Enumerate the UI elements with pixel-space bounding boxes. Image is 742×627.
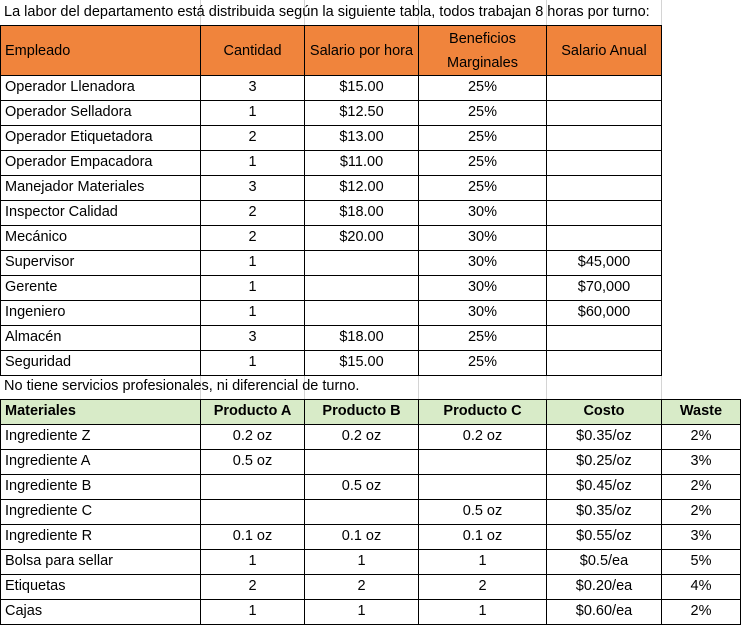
table-cell[interactable]: 3%	[662, 450, 741, 475]
row-label-cell[interactable]: Operador Llenadora	[1, 76, 201, 101]
labor-row	[1, 251, 662, 276]
table-cell[interactable]	[305, 450, 419, 475]
labor-row	[1, 301, 662, 326]
header-cell[interactable]: Producto A	[201, 400, 305, 425]
table-cell[interactable]: 1	[201, 251, 305, 276]
note-text: No tiene servicios profesionales, ni diferencial de turno.	[4, 378, 360, 394]
materials-row	[1, 600, 741, 625]
table-cell[interactable]: 0.5 oz	[305, 475, 419, 500]
table-cell[interactable]: 2%	[662, 600, 741, 625]
labor-row	[1, 326, 662, 351]
header-cell[interactable]: Producto C	[419, 400, 547, 425]
labor-row	[1, 176, 662, 201]
table-cell[interactable]: $45,000	[547, 251, 662, 276]
header-cell[interactable]: Salario Anual	[547, 26, 662, 76]
table-cell[interactable]: 30%	[419, 276, 547, 301]
materials-row	[1, 500, 741, 525]
table-cell[interactable]: $11.00	[305, 151, 419, 176]
row-label-cell[interactable]: Supervisor	[1, 251, 201, 276]
row-label-cell[interactable]: Ingrediente C	[1, 500, 201, 525]
table-cell[interactable]: 0.1 oz	[201, 525, 305, 550]
table-cell[interactable]: $0.35/oz	[547, 425, 662, 450]
table-cell[interactable]: $15.00	[305, 351, 419, 376]
row-label-cell[interactable]: Ingrediente R	[1, 525, 201, 550]
header-cell[interactable]: Salario por hora	[305, 26, 419, 76]
table-cell[interactable]	[419, 475, 547, 500]
table-cell[interactable]: 1	[419, 600, 547, 625]
row-label-cell[interactable]: Ingeniero	[1, 301, 201, 326]
table-cell[interactable]	[305, 251, 419, 276]
table-cell[interactable]: $18.00	[305, 326, 419, 351]
table-cell[interactable]: 30%	[419, 201, 547, 226]
header-cell[interactable]: Producto B	[305, 400, 419, 425]
table-cell[interactable]	[547, 351, 662, 376]
table-cell[interactable]: 0.2 oz	[419, 425, 547, 450]
table-cell[interactable]	[547, 76, 662, 101]
header-cell[interactable]: Cantidad	[201, 26, 305, 76]
table-cell[interactable]: 25%	[419, 176, 547, 201]
row-label-cell[interactable]: Operador Etiquetadora	[1, 126, 201, 151]
table-cell[interactable]: 30%	[419, 251, 547, 276]
labor-header-row	[1, 26, 662, 76]
table-cell[interactable]	[547, 101, 662, 126]
labor-row	[1, 126, 662, 151]
row-label-cell[interactable]: Operador Empacadora	[1, 151, 201, 176]
table-cell[interactable]: 4%	[662, 575, 741, 600]
table-cell[interactable]: $0.55/oz	[547, 525, 662, 550]
table-cell[interactable]	[305, 276, 419, 301]
row-label-cell[interactable]: Etiquetas	[1, 575, 201, 600]
table-cell[interactable]: $70,000	[547, 276, 662, 301]
table-cell[interactable]: 25%	[419, 101, 547, 126]
table-cell[interactable]: 2	[419, 575, 547, 600]
table-cell[interactable]: $0.25/oz	[547, 450, 662, 475]
table-cell[interactable]: 5%	[662, 550, 741, 575]
labor-row	[1, 201, 662, 226]
table-cell[interactable]: 1	[201, 301, 305, 326]
table-cell[interactable]: 30%	[419, 301, 547, 326]
table-cell[interactable]: 30%	[419, 226, 547, 251]
materials-table	[0, 399, 741, 625]
table-cell[interactable]: 0.1 oz	[305, 525, 419, 550]
table-cell[interactable]: 25%	[419, 351, 547, 376]
row-label-cell[interactable]: Almacén	[1, 326, 201, 351]
table-cell[interactable]	[305, 301, 419, 326]
labor-row	[1, 151, 662, 176]
table-cell[interactable]: $20.00	[305, 226, 419, 251]
table-cell[interactable]: 2	[201, 226, 305, 251]
table-cell[interactable]: 0.1 oz	[419, 525, 547, 550]
header-cell[interactable]: Empleado	[1, 26, 201, 76]
table-cell[interactable]	[201, 500, 305, 525]
table-cell[interactable]: 1	[201, 351, 305, 376]
row-label-cell[interactable]: Ingrediente B	[1, 475, 201, 500]
table-cell[interactable]: 1	[201, 101, 305, 126]
table-cell[interactable]: 1	[305, 600, 419, 625]
table-cell[interactable]	[547, 326, 662, 351]
row-label-cell[interactable]: Seguridad	[1, 351, 201, 376]
intro-text: La labor del departamento está distribuida según la siguiente tabla, todos trabajan 8 horas por turno:	[4, 4, 650, 20]
labor-row	[1, 276, 662, 301]
table-cell[interactable]	[547, 201, 662, 226]
table-cell[interactable]	[201, 475, 305, 500]
table-cell[interactable]: $12.00	[305, 176, 419, 201]
row-label-cell[interactable]: Inspector Calidad	[1, 201, 201, 226]
row-label-cell[interactable]: Ingrediente Z	[1, 425, 201, 450]
table-cell[interactable]: $60,000	[547, 301, 662, 326]
labor-table	[0, 25, 662, 376]
row-label-cell[interactable]: Cajas	[1, 600, 201, 625]
labor-row	[1, 351, 662, 376]
row-label-cell[interactable]: Mecánico	[1, 226, 201, 251]
table-cell[interactable]: 2	[201, 126, 305, 151]
table-cell[interactable]: 1	[201, 550, 305, 575]
materials-row	[1, 550, 741, 575]
labor-row	[1, 226, 662, 251]
table-cell[interactable]: 25%	[419, 126, 547, 151]
materials-row	[1, 525, 741, 550]
table-cell[interactable]: 1	[305, 550, 419, 575]
table-cell[interactable]	[547, 151, 662, 176]
row-label-cell[interactable]: Bolsa para sellar	[1, 550, 201, 575]
row-label-cell[interactable]: Manejador Materiales	[1, 176, 201, 201]
table-cell[interactable]: 1	[419, 550, 547, 575]
table-cell[interactable]: 2%	[662, 425, 741, 450]
materials-row	[1, 475, 741, 500]
row-label-cell[interactable]: Gerente	[1, 276, 201, 301]
table-cell[interactable]: $0.35/oz	[547, 500, 662, 525]
table-cell[interactable]: 1	[201, 276, 305, 301]
table-cell[interactable]: 2	[201, 575, 305, 600]
table-cell[interactable]: 3%	[662, 525, 741, 550]
table-cell[interactable]: $18.00	[305, 201, 419, 226]
table-cell[interactable]: 3	[201, 76, 305, 101]
materials-row	[1, 450, 741, 475]
table-cell[interactable]: 0.5 oz	[201, 450, 305, 475]
header-cell[interactable]: Waste	[662, 400, 741, 425]
table-cell[interactable]: 1	[201, 600, 305, 625]
table-cell[interactable]	[547, 176, 662, 201]
table-cell[interactable]: $0.20/ea	[547, 575, 662, 600]
table-cell[interactable]: 25%	[419, 326, 547, 351]
materials-row	[1, 575, 741, 600]
table-cell[interactable]	[547, 226, 662, 251]
labor-row	[1, 101, 662, 126]
table-cell[interactable]: 0.2 oz	[201, 425, 305, 450]
table-cell[interactable]	[547, 126, 662, 151]
table-cell[interactable]: 2%	[662, 475, 741, 500]
row-label-cell[interactable]: Operador Selladora	[1, 101, 201, 126]
table-cell[interactable]: 3	[201, 326, 305, 351]
header-cell[interactable]: Materiales	[1, 400, 201, 425]
table-cell[interactable]: $13.00	[305, 126, 419, 151]
table-cell[interactable]: 0.2 oz	[305, 425, 419, 450]
table-cell[interactable]: $15.00	[305, 76, 419, 101]
table-cell[interactable]: $12.50	[305, 101, 419, 126]
table-cell[interactable]: 3	[201, 176, 305, 201]
header-cell[interactable]: Costo	[547, 400, 662, 425]
table-cell[interactable]: 2	[201, 201, 305, 226]
table-cell[interactable]: 25%	[419, 151, 547, 176]
labor-row	[1, 76, 662, 101]
table-cell[interactable]: 25%	[419, 76, 547, 101]
row-label-cell[interactable]: Ingrediente A	[1, 450, 201, 475]
table-cell[interactable]	[305, 500, 419, 525]
table-cell[interactable]: 0.5 oz	[419, 500, 547, 525]
table-cell[interactable]: $0.45/oz	[547, 475, 662, 500]
materials-row	[1, 425, 741, 450]
materials-header-row	[1, 400, 741, 425]
table-cell[interactable]: 2	[305, 575, 419, 600]
table-cell[interactable]	[419, 450, 547, 475]
table-cell[interactable]: $0.60/ea	[547, 600, 662, 625]
table-cell[interactable]: 1	[201, 151, 305, 176]
header-cell[interactable]: Beneficios Marginales	[419, 26, 547, 76]
table-cell[interactable]: 2%	[662, 500, 741, 525]
table-cell[interactable]: $0.5/ea	[547, 550, 662, 575]
